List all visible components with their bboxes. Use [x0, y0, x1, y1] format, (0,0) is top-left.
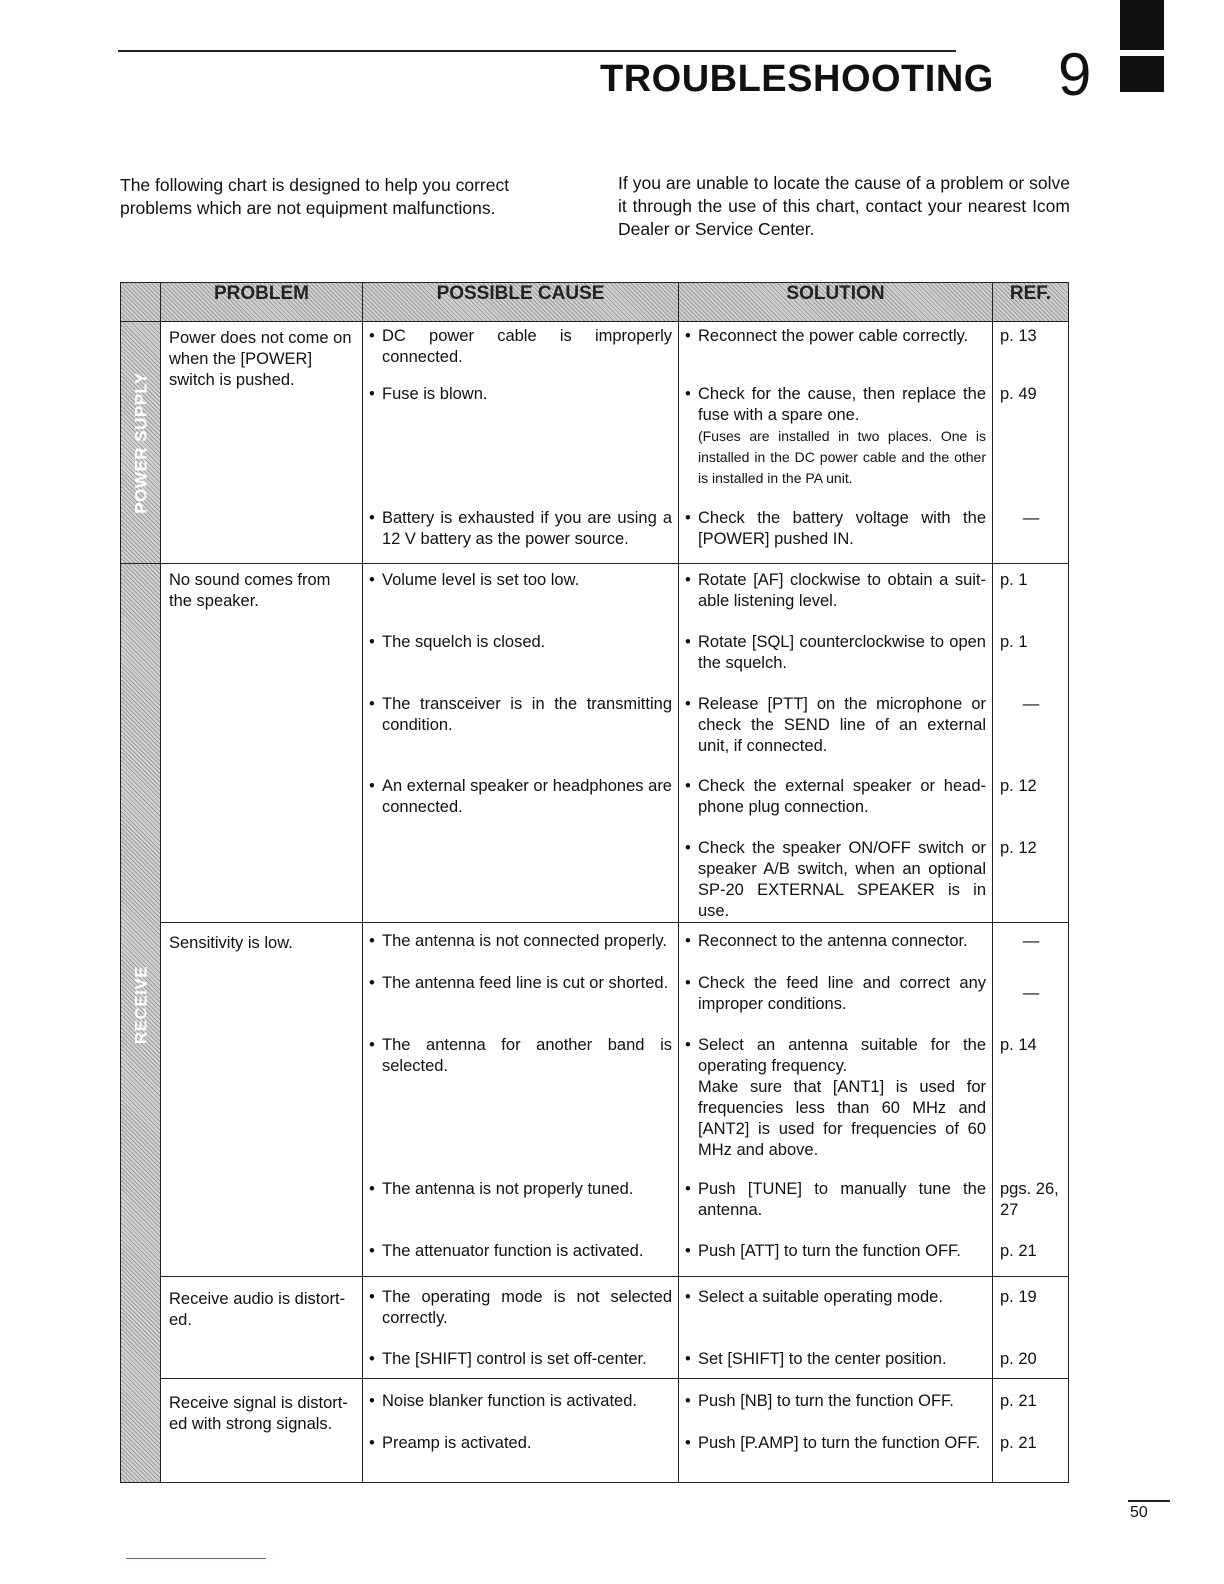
section-power-supply [121, 322, 161, 564]
ref-value: p. 1 [1000, 633, 1028, 651]
solution-item: • Release [PTT] on the microphone or check the SEND line of an external unit, if connected. [685, 695, 986, 755]
ref-value: — [1022, 932, 1040, 950]
solution-item: • Push [P.AMP] to turn the function OFF. [685, 1434, 981, 1452]
solution-item: • Reconnect the power cable correctly. [685, 327, 969, 345]
cause-item: • The squelch is closed. [369, 633, 546, 651]
chapter-number: 9 [1058, 41, 1092, 108]
table-row [121, 923, 1069, 1277]
cause-item: • Fuse is blown. [369, 385, 488, 403]
bottom-rule [126, 1558, 266, 1559]
ref-value: p. 14 [1000, 1036, 1037, 1054]
table-row [121, 1379, 1069, 1483]
solution-item: • Check for the cause, then replace the fuse with a spare one. (Fuses are installed in two places. One is installed in the DC power cable and the other is installed in the PA unit. [685, 385, 986, 486]
solution-item: • Check the feed line and correct any improper conditions. [685, 974, 986, 1013]
ref-value: p. 13 [1000, 327, 1037, 345]
problem-cell: Receive audio is distort-ed. [169, 1290, 346, 1329]
column-header-problem: PROBLEM [161, 283, 363, 322]
solution-item: • Rotate [SQL] counterclockwise to open the squelch. [685, 633, 986, 672]
page-number: 50 [1130, 1504, 1148, 1521]
ref-value: p. 21 [1000, 1242, 1037, 1260]
page-title: TROUBLESHOOTING [600, 58, 994, 100]
table-row [121, 1277, 1069, 1379]
ref-value: — [1022, 984, 1040, 1002]
table-row [121, 564, 1069, 923]
solution-item: • Reconnect to the antenna connector. [685, 932, 968, 950]
solution-item: • Push [TUNE] to manually tune the antenna. [685, 1180, 986, 1219]
ref-value: p. 19 [1000, 1288, 1037, 1306]
cause-item: • DC power cable is improperly connected. [369, 327, 672, 366]
cause-item: • The [SHIFT] control is set off-center. [369, 1350, 647, 1368]
cause-item: • The operating mode is not selected correctly. [369, 1288, 672, 1327]
solution-item: • Select a suitable operating mode. [685, 1288, 943, 1306]
cause-item: • Preamp is activated. [369, 1434, 532, 1452]
cause-item: • The antenna is not connected properly. [369, 932, 667, 950]
header-rule [118, 50, 956, 52]
intro-left: The following chart is designed to help you correct problems which are not equipment malfunctions. [120, 175, 510, 218]
fuse-note: (Fuses are installed in two places. One is installed in the DC power cable and the other is installed in the PA unit. [698, 428, 986, 486]
cause-item: • The antenna is not properly tuned. [369, 1180, 634, 1198]
troubleshooting-table [120, 282, 1069, 1483]
section-label: RECEIVE [131, 965, 150, 1044]
intro-right: If you are unable to locate the cause of a problem or solve it through the use of this chart, contact your nearest Icom Dealer or Service Center. [618, 173, 1070, 239]
ref-value: p. 21 [1000, 1434, 1037, 1452]
ref-value: p. 21 [1000, 1392, 1037, 1410]
column-header-solution: SOLUTION [679, 283, 993, 322]
table-header-row [121, 283, 1069, 322]
cause-item: • Battery is exhausted if you are using a 12 V battery as the power source. [369, 509, 672, 548]
solution-item: • Check the speaker ON/OFF switch or speaker A/B switch, when an optional SP-20 EXTERNAL SPEAKER is in use. [685, 839, 986, 920]
problem-cell: Receive signal is distort-ed with strong signals. [169, 1394, 348, 1433]
chapter-tab-marker [1120, 0, 1164, 50]
problem-cell: Sensitivity is low. [169, 934, 293, 952]
cause-item: • Noise blanker function is activated. [369, 1392, 637, 1410]
chapter-tab-marker [1120, 56, 1164, 92]
ref-value: p. 20 [1000, 1350, 1037, 1368]
header-corner [121, 283, 161, 322]
ref-value: p. 12 [1000, 839, 1037, 857]
cause-item: • The antenna feed line is cut or shorted. [369, 974, 669, 992]
cause-item: • The antenna for another band is selected. [369, 1036, 672, 1075]
problem-cell: No sound comes from the speaker. [169, 571, 331, 610]
ref-value: — [1022, 695, 1040, 713]
ref-value: pgs. 26, 27 [1000, 1180, 1059, 1219]
ref-value: p. 49 [1000, 385, 1037, 403]
page-number-rule [1128, 1500, 1170, 1502]
problem-cell: Power does not come on when the [POWER] switch is pushed. [169, 329, 352, 389]
solution-item: • Push [NB] to turn the function OFF. [685, 1392, 954, 1410]
cause-item: • Volume level is set too low. [369, 571, 580, 589]
column-header-ref: REF. [993, 283, 1069, 322]
section-label: POWER SUPPLY [131, 371, 150, 514]
ref-value: p. 12 [1000, 777, 1037, 795]
table-row [121, 322, 1069, 564]
ref-value: p. 1 [1000, 571, 1028, 589]
cause-item: • The transceiver is in the transmitting condition. [369, 695, 672, 734]
ref-value: — [1022, 509, 1040, 527]
cause-item: • An external speaker or headphones are connected. [369, 777, 672, 816]
solution-item: • Set [SHIFT] to the center position. [685, 1350, 947, 1368]
solution-item: • Push [ATT] to turn the function OFF. [685, 1242, 961, 1260]
cause-item: • The attenuator function is activated. [369, 1242, 644, 1260]
solution-item: • Select an antenna suitable for the operating frequency. Make sure that [ANT1] is used for frequencies less than 60 MHz and [ANT2] is used for frequencies of 60 MHz and above. [685, 1036, 986, 1159]
solution-item: • Check the external speaker or head-phone plug connection. [685, 777, 986, 816]
antenna-note: Make sure that [ANT1] is used for frequencies less than 60 MHz and [ANT2] is used for frequencies of 60 MHz and above. [698, 1078, 986, 1159]
column-header-cause: POSSIBLE CAUSE [363, 283, 679, 322]
solution-item: • Rotate [AF] clockwise to obtain a suit-able listening level. [685, 571, 986, 610]
section-receive [121, 564, 161, 1483]
solution-item: • Check the battery voltage with the [POWER] pushed IN. [685, 509, 986, 548]
